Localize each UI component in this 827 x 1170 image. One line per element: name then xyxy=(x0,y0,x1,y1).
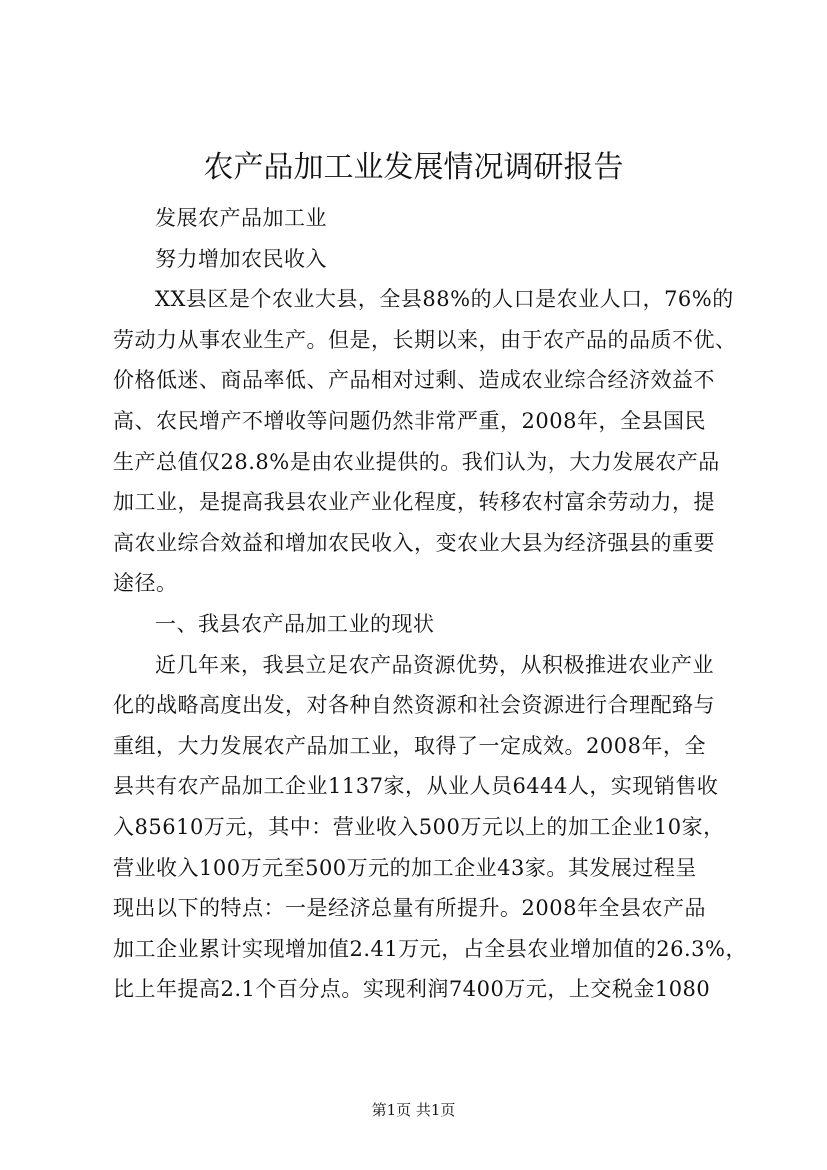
paragraph-status-cont xyxy=(113,685,747,1010)
text-line: 一、我县农产品加工业的现状 xyxy=(155,611,435,636)
text-line: 途径。 xyxy=(113,571,178,596)
text-line: XX县区是个农业大县，全县88%的人口是农业人口，76%的 xyxy=(155,287,734,312)
text-line: 现出以下的特点：一是经济总量有所提升。2008年全县农产品 xyxy=(113,896,706,921)
text-line: 重组，大力发展农产品加工业，取得了一定成效。2008年，全 xyxy=(113,733,706,758)
text-line: 努力增加农民收入 xyxy=(155,246,327,271)
section-heading xyxy=(113,604,725,645)
text-line: 营业收入100万元至500万元的加工企业43家。其发展过程呈 xyxy=(113,855,697,880)
text-line: 入85610万元，其中：营业收入500万元以上的加工企业10家， xyxy=(113,814,725,839)
text-line: 生产总值仅28.8%是由农业提供的。我们认为，大力发展农产品 xyxy=(113,449,720,474)
text-line: 加工企业累计实现增加值2.41万元，占全县农业增加值的26.3%， xyxy=(113,936,747,961)
text-line: 比上年提高2.1个百分点。实现利润7400万元，上交税金1080 xyxy=(113,977,711,1002)
paragraph-status xyxy=(113,645,725,686)
paragraph-intro xyxy=(113,279,734,320)
text-line: 高农业综合效益和增加农民收入，变农业大县为经济强县的重要 xyxy=(113,530,715,555)
page-footer: 第1页 共1页 xyxy=(371,1101,456,1119)
text-line: 县共有农产品加工企业1137家，从业人员6444人，实现销售收 xyxy=(113,774,719,799)
text-line: 近几年来，我县立足农产品资源优势，从积极推进农业产业 xyxy=(155,652,714,677)
text-line: 价格低迷、商品率低、产品相对过剩、造成农业综合经济效益不 xyxy=(113,368,715,393)
text-line: 化的战略高度出发，对各种自然资源和社会资源进行合理配臵与 xyxy=(113,693,715,718)
subtitle-line xyxy=(113,239,725,280)
text-line: 加工业，是提高我县农业产业化程度，转移农村富余劳动力，提 xyxy=(113,490,715,515)
document-title: 农产品加工业发展情况调研报告 xyxy=(203,150,624,185)
text-line: 发展农产品加工业 xyxy=(155,206,327,230)
subtitle-line xyxy=(113,198,725,239)
document-body xyxy=(113,198,747,1010)
text-line: 高、农民增产不增收等问题仍然非常严重，2008年，全县国民 xyxy=(113,408,706,433)
paragraph-intro-cont xyxy=(113,320,737,604)
text-line: 劳动力从事农业生产。但是，长期以来，由于农产品的品质不优、 xyxy=(113,327,737,352)
